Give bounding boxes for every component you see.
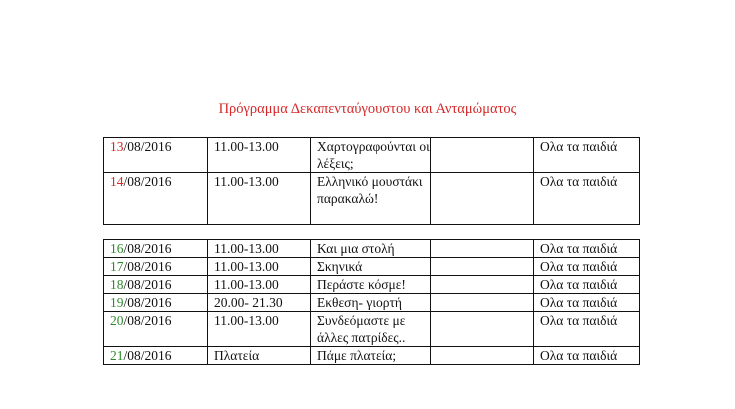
date-cell xyxy=(104,173,208,225)
date-day: 21 xyxy=(110,348,124,363)
empty-cell xyxy=(431,347,534,365)
audience-cell: Ολα τα παιδιά xyxy=(534,240,640,258)
activity-cell: Συνδεόμαστε με άλλες πατρίδες.. xyxy=(311,312,431,347)
date-month-year: /08/2016 xyxy=(123,139,172,154)
date-day: 20 xyxy=(110,313,124,328)
activity-cell: Πάμε πλατεία; xyxy=(311,347,431,365)
date-month-year: /08/2016 xyxy=(123,259,172,274)
activity-cell: Σκηνικά xyxy=(311,258,431,276)
page-title: Πρόγραμμα Δεκαπενταύγουστου και Ανταμώματος xyxy=(218,101,517,117)
time-cell: 11.00-13.00 xyxy=(208,258,311,276)
date-cell xyxy=(104,294,208,312)
schedule-table-second xyxy=(103,239,640,365)
time-cell: 11.00-13.00 xyxy=(208,240,311,258)
table-row xyxy=(104,138,640,173)
date-month-year: /08/2016 xyxy=(123,313,172,328)
date-day: 18 xyxy=(110,277,124,292)
date-month-year: /08/2016 xyxy=(123,277,172,292)
date-cell xyxy=(104,347,208,365)
time-cell: 11.00-13.00 xyxy=(208,276,311,294)
empty-cell xyxy=(431,312,534,347)
table-row xyxy=(104,312,640,347)
activity-cell: Περάστε κόσμε! xyxy=(311,276,431,294)
empty-cell xyxy=(431,294,534,312)
empty-cell xyxy=(431,173,534,225)
audience-cell: Ολα τα παιδιά xyxy=(534,173,640,225)
activity-cell: Χαρτογραφούνται οι λέξεις; xyxy=(311,138,431,173)
date-day: 19 xyxy=(110,295,124,310)
table-row xyxy=(104,276,640,294)
time-cell: 11.00-13.00 xyxy=(208,138,311,173)
time-cell: 11.00-13.00 xyxy=(208,312,311,347)
audience-cell: Ολα τα παιδιά xyxy=(534,276,640,294)
time-cell: 20.00- 21.30 xyxy=(208,294,311,312)
empty-cell xyxy=(431,240,534,258)
date-day: 17 xyxy=(110,259,124,274)
empty-cell xyxy=(431,276,534,294)
audience-cell: Ολα τα παιδιά xyxy=(534,138,640,173)
date-cell xyxy=(104,240,208,258)
date-month-year: /08/2016 xyxy=(123,348,172,363)
date-month-year: /08/2016 xyxy=(123,174,172,189)
date-day: 14 xyxy=(110,174,124,189)
audience-cell: Ολα τα παιδιά xyxy=(534,258,640,276)
empty-cell xyxy=(431,138,534,173)
table-row xyxy=(104,173,640,225)
date-month-year: /08/2016 xyxy=(123,241,172,256)
date-month-year: /08/2016 xyxy=(123,295,172,310)
date-day: 13 xyxy=(110,139,124,154)
activity-cell: Και μια στολή xyxy=(311,240,431,258)
schedule-table-first xyxy=(103,137,640,225)
activity-cell: Εκθεση- γιορτή xyxy=(311,294,431,312)
date-cell xyxy=(104,312,208,347)
date-day: 16 xyxy=(110,241,124,256)
date-cell xyxy=(104,258,208,276)
empty-cell xyxy=(431,258,534,276)
audience-cell: Ολα τα παιδιά xyxy=(534,294,640,312)
time-cell: Πλατεία xyxy=(208,347,311,365)
table-row xyxy=(104,240,640,258)
date-cell xyxy=(104,276,208,294)
date-cell xyxy=(104,138,208,173)
activity-cell: Ελληνικό μουστάκι παρακαλώ! xyxy=(311,173,431,225)
audience-cell: Ολα τα παιδιά xyxy=(534,312,640,347)
audience-cell: Ολα τα παιδιά xyxy=(534,347,640,365)
table-row xyxy=(104,294,640,312)
table-row xyxy=(104,347,640,365)
time-cell: 11.00-13.00 xyxy=(208,173,311,225)
table-row xyxy=(104,258,640,276)
